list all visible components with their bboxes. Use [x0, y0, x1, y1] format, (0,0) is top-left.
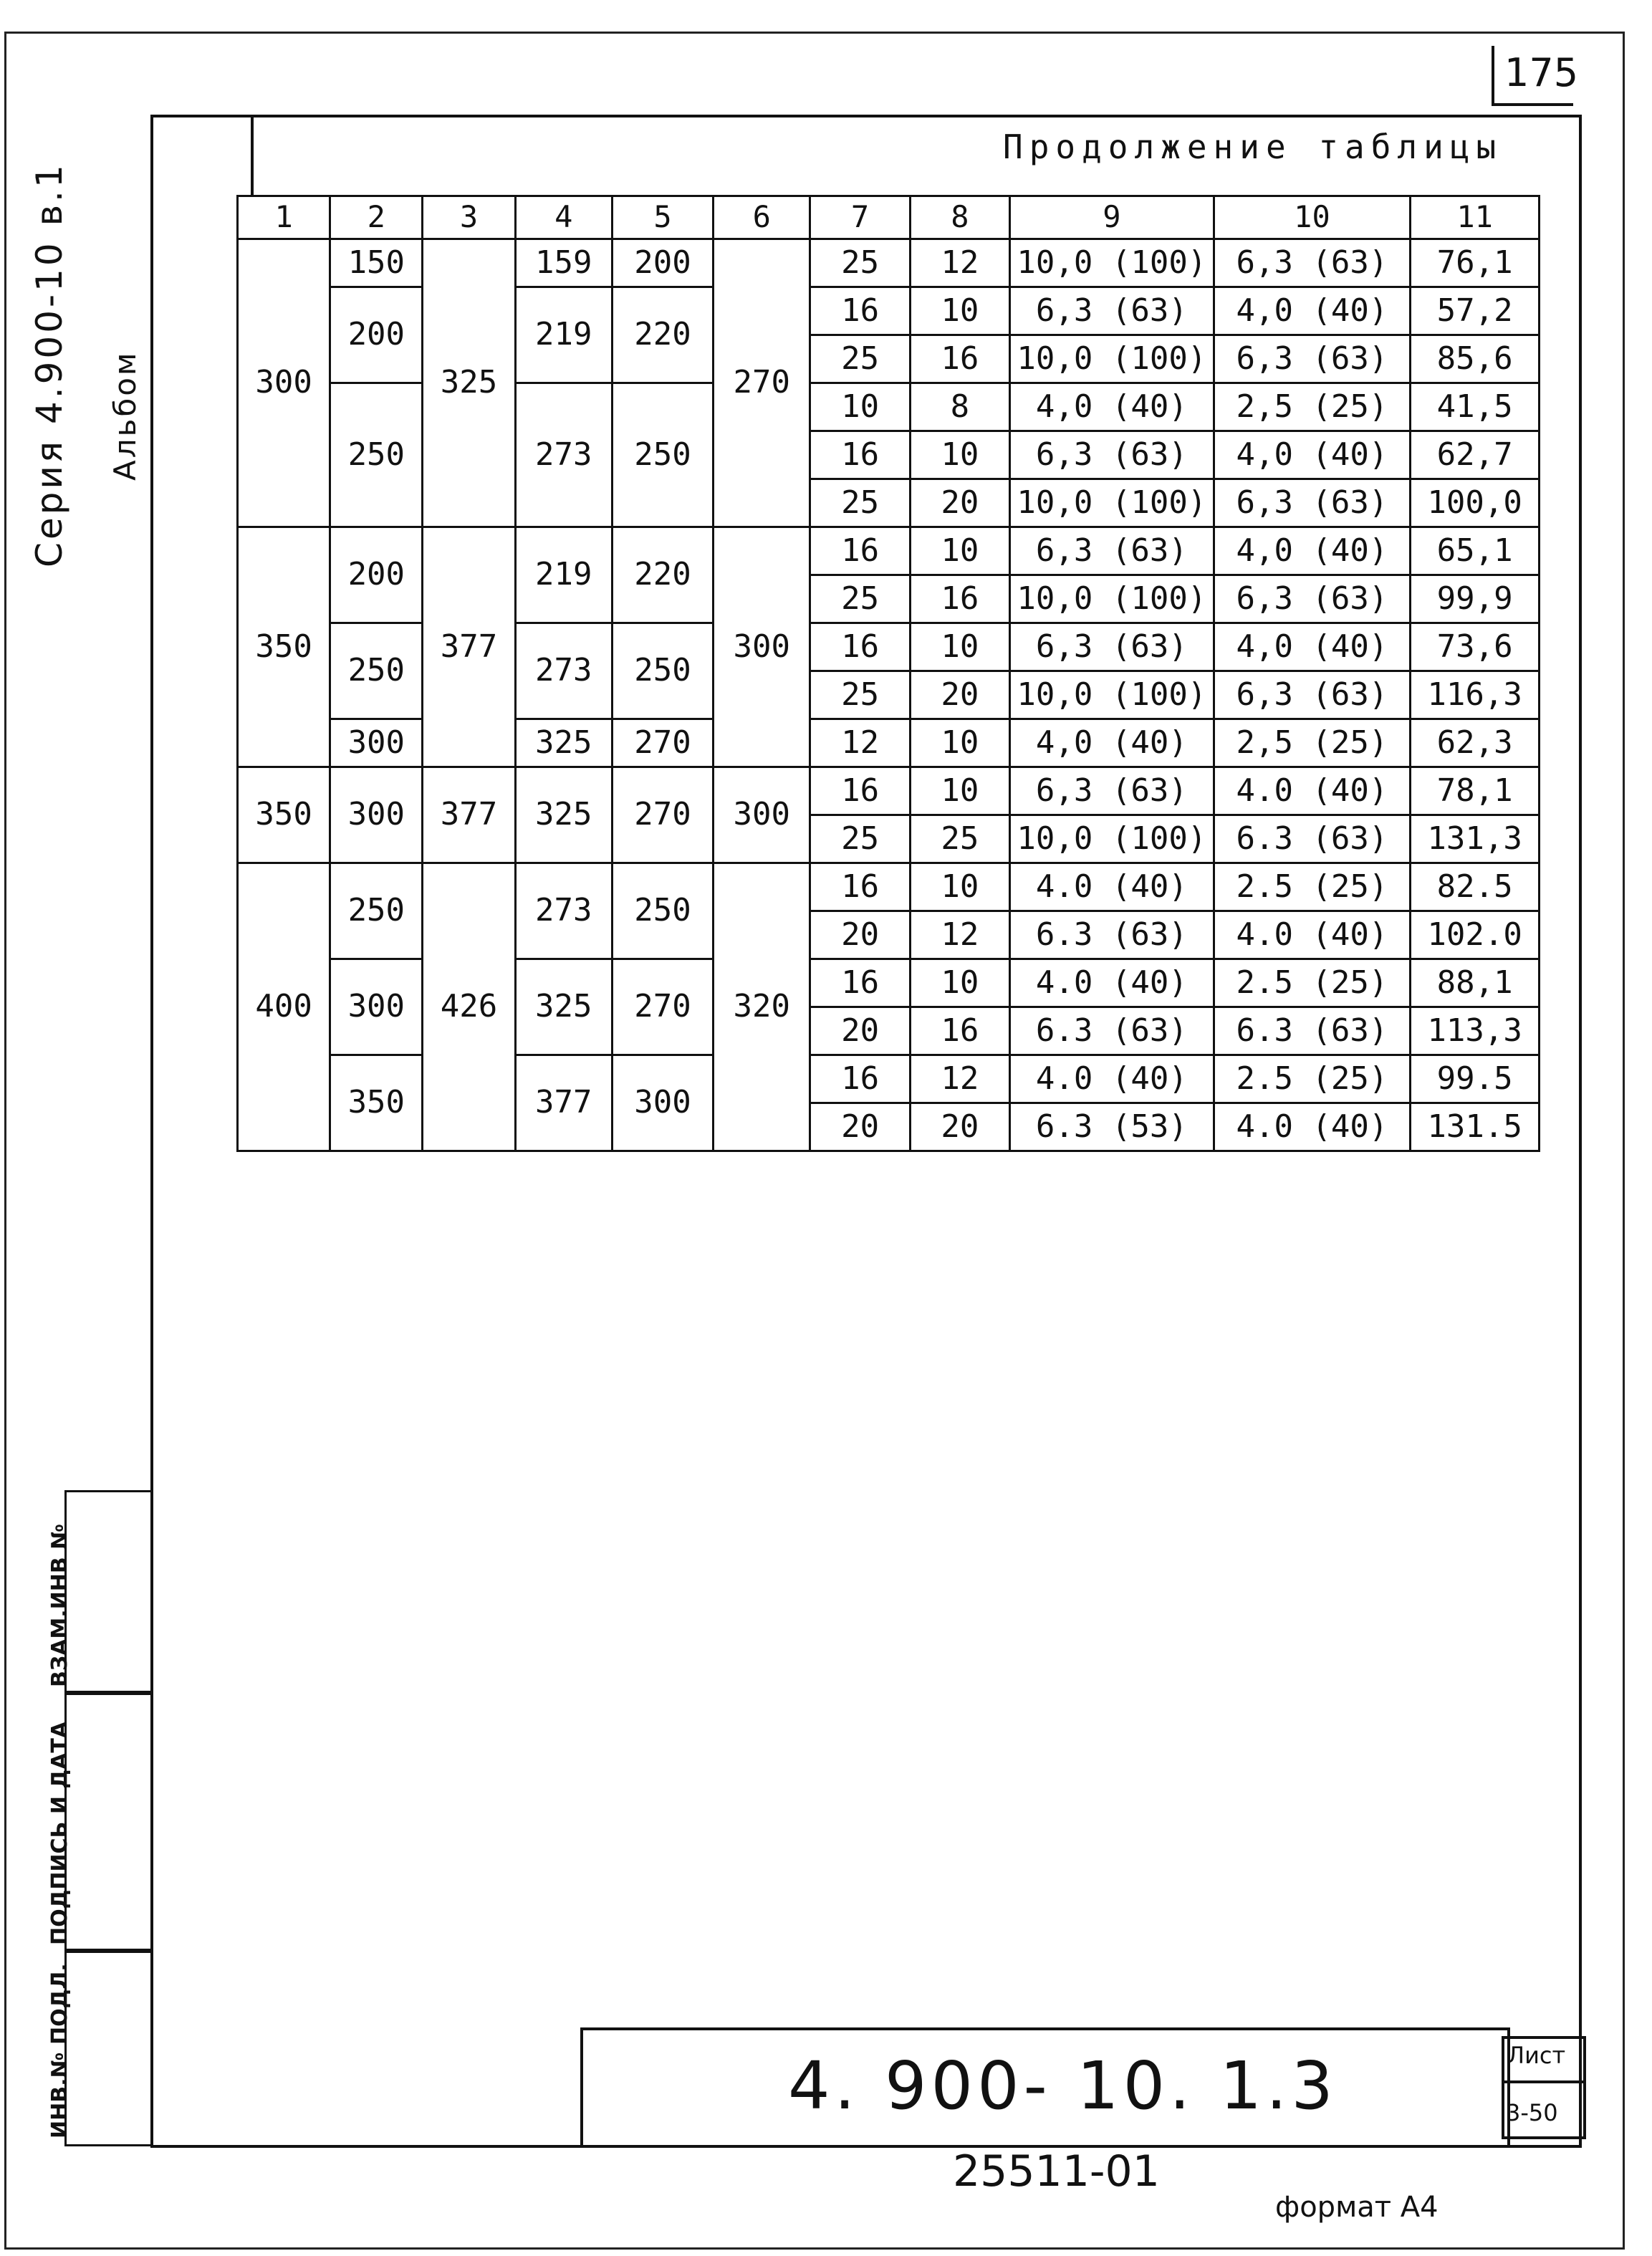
- table-cell: 62,7: [1411, 431, 1540, 479]
- table-cell: 400: [238, 863, 330, 1151]
- table-cell: 6,3 (63): [1010, 623, 1214, 671]
- table-cell: 377: [423, 767, 515, 863]
- table-cell: 16: [810, 431, 910, 479]
- table-cell: 10,0 (100): [1010, 815, 1214, 863]
- table-cell: 41,5: [1411, 383, 1540, 431]
- table-cell: 20: [810, 1007, 910, 1055]
- table-cell: 100,0: [1411, 479, 1540, 527]
- table-cell: 6,3 (63): [1214, 239, 1411, 287]
- table-cell: 73,6: [1411, 623, 1540, 671]
- table-cell: 99,9: [1411, 575, 1540, 623]
- table-cell: 25: [810, 815, 910, 863]
- table-cell: 131,3: [1411, 815, 1540, 863]
- sheet-label: Лист: [1507, 2042, 1566, 2069]
- album-text: Альбом: [107, 350, 143, 481]
- table-cell: 10,0 (100): [1010, 239, 1214, 287]
- header-cell: 5: [612, 196, 713, 239]
- table-caption: Продолжение таблицы: [1003, 128, 1503, 166]
- table-row: [238, 767, 1540, 815]
- table-cell: 25: [910, 815, 1009, 863]
- table-cell: 10: [910, 287, 1009, 335]
- table-row: [238, 527, 1540, 575]
- table-cell: 270: [612, 959, 713, 1055]
- table-cell: 219: [515, 287, 612, 383]
- table-cell: 4.0 (40): [1010, 1055, 1214, 1103]
- table-cell: 300: [714, 527, 810, 767]
- table-cell: 300: [714, 767, 810, 863]
- sheet-divider: [1504, 2080, 1583, 2083]
- table-cell: 20: [910, 1103, 1009, 1151]
- table-cell: 12: [810, 719, 910, 767]
- table-cell: 131.5: [1411, 1103, 1540, 1151]
- header-cell: 2: [330, 196, 423, 239]
- table-cell: 16: [810, 527, 910, 575]
- table-cell: 2.5 (25): [1214, 959, 1411, 1007]
- table-cell: 10,0 (100): [1010, 575, 1214, 623]
- header-cell: 10: [1214, 196, 1411, 239]
- table-cell: 10: [910, 623, 1009, 671]
- table-cell: 65,1: [1411, 527, 1540, 575]
- table-cell: 25: [810, 479, 910, 527]
- table-cell: 4.0 (40): [1214, 767, 1411, 815]
- table-cell: 25: [810, 239, 910, 287]
- table-cell: 6.3 (63): [1214, 1007, 1411, 1055]
- table-cell: 4,0 (40): [1010, 719, 1214, 767]
- table-cell: 4,0 (40): [1214, 287, 1411, 335]
- table-cell: 250: [330, 623, 423, 719]
- header-cell: 6: [714, 196, 810, 239]
- header-cell: 8: [910, 196, 1009, 239]
- table-cell: 76,1: [1411, 239, 1540, 287]
- table-cell: 16: [910, 335, 1009, 383]
- table-cell: 12: [910, 1055, 1009, 1103]
- archive-number: 25511-01: [953, 2146, 1160, 2197]
- table-cell: 250: [612, 383, 713, 527]
- table-cell: 4.0 (40): [1010, 959, 1214, 1007]
- table-cell: 350: [330, 1055, 423, 1151]
- table-cell: 6,3 (63): [1214, 671, 1411, 719]
- table-cell: 16: [810, 959, 910, 1007]
- table-cell: 16: [810, 1055, 910, 1103]
- table-cell: 4.0 (40): [1214, 1103, 1411, 1151]
- format-label: формат А4: [1275, 2191, 1439, 2224]
- table-cell: 102.0: [1411, 911, 1540, 959]
- table-cell: 10: [910, 719, 1009, 767]
- table-cell: 6,3 (63): [1010, 431, 1214, 479]
- table-cell: 10: [910, 863, 1009, 911]
- stamp-inv: ИНВ.№ ПОДЛ.: [47, 1963, 72, 2139]
- table-cell: 159: [515, 239, 612, 287]
- table-cell: 2,5 (25): [1214, 383, 1411, 431]
- table-cell: 116,3: [1411, 671, 1540, 719]
- table-cell: 6,3 (63): [1214, 575, 1411, 623]
- table-cell: 6,3 (63): [1010, 287, 1214, 335]
- table-cell: 220: [612, 527, 713, 623]
- table-cell: 300: [330, 959, 423, 1055]
- table-cell: 25: [810, 335, 910, 383]
- sheet-number: 3-50: [1506, 2099, 1558, 2126]
- header-row: [238, 196, 1540, 239]
- stamp-vzam-cell: [47, 1490, 153, 1695]
- series-text: Серия 4.900-10 в.1: [29, 162, 70, 567]
- table-cell: 16: [810, 767, 910, 815]
- table-cell: 350: [238, 767, 330, 863]
- table-cell: 2.5 (25): [1214, 1055, 1411, 1103]
- table-cell: 270: [714, 239, 810, 527]
- header-cell: 7: [810, 196, 910, 239]
- table-cell: 82.5: [1411, 863, 1540, 911]
- page-number: 175: [1504, 50, 1579, 95]
- data-table: [236, 195, 1540, 1152]
- header-cell: 9: [1010, 196, 1214, 239]
- table-cell: 16: [810, 863, 910, 911]
- table-cell: 6,3 (63): [1214, 479, 1411, 527]
- table-cell: 57,2: [1411, 287, 1540, 335]
- table-row: [238, 239, 1540, 287]
- caption-rule: [251, 115, 254, 195]
- table-cell: 250: [612, 863, 713, 959]
- stamp-inv-cell: [47, 1949, 153, 2146]
- table-cell: 377: [423, 527, 515, 767]
- table-cell: 16: [910, 575, 1009, 623]
- table-cell: 4.0 (40): [1010, 863, 1214, 911]
- table-cell: 250: [330, 863, 423, 959]
- table-cell: 300: [330, 767, 423, 863]
- table-cell: 4,0 (40): [1010, 383, 1214, 431]
- table-cell: 220: [612, 287, 713, 383]
- table-cell: 20: [910, 671, 1009, 719]
- table-cell: 300: [238, 239, 330, 527]
- table-cell: 8: [910, 383, 1009, 431]
- table-cell: 250: [330, 383, 423, 527]
- table-cell: 25: [810, 671, 910, 719]
- table-cell: 10: [910, 431, 1009, 479]
- table-cell: 10: [910, 959, 1009, 1007]
- table-cell: 113,3: [1411, 1007, 1540, 1055]
- table-cell: 12: [910, 911, 1009, 959]
- table-cell: 219: [515, 527, 612, 623]
- table-cell: 325: [515, 767, 612, 863]
- table-cell: 426: [423, 863, 515, 1151]
- table-cell: 250: [612, 623, 713, 719]
- table-cell: 20: [910, 479, 1009, 527]
- table-cell: 16: [910, 1007, 1009, 1055]
- header-cell: 4: [515, 196, 612, 239]
- table-cell: 6.3 (63): [1010, 911, 1214, 959]
- table-cell: 4.0 (40): [1214, 911, 1411, 959]
- table-cell: 16: [810, 623, 910, 671]
- table-cell: 2.5 (25): [1214, 863, 1411, 911]
- table-cell: 6,3 (63): [1010, 527, 1214, 575]
- table-cell: 85,6: [1411, 335, 1540, 383]
- table-cell: 4,0 (40): [1214, 623, 1411, 671]
- table-cell: 88,1: [1411, 959, 1540, 1007]
- header-cell: 11: [1411, 196, 1540, 239]
- header-cell: 3: [423, 196, 515, 239]
- table-cell: 4,0 (40): [1214, 527, 1411, 575]
- table-cell: 6.3 (53): [1010, 1103, 1214, 1151]
- table-cell: 6.3 (63): [1214, 815, 1411, 863]
- table-cell: 10,0 (100): [1010, 335, 1214, 383]
- table-cell: 20: [810, 1103, 910, 1151]
- table-cell: 300: [330, 719, 423, 767]
- table-cell: 270: [612, 719, 713, 767]
- table-cell: 78,1: [1411, 767, 1540, 815]
- table-row: [238, 863, 1540, 911]
- table-cell: 320: [714, 863, 810, 1151]
- table-cell: 350: [238, 527, 330, 767]
- table-cell: 200: [330, 527, 423, 623]
- table-cell: 377: [515, 1055, 612, 1151]
- table-cell: 273: [515, 863, 612, 959]
- table-cell: 10: [910, 527, 1009, 575]
- table-cell: 6,3 (63): [1214, 335, 1411, 383]
- table-cell: 62,3: [1411, 719, 1540, 767]
- table-cell: 12: [910, 239, 1009, 287]
- stamp-podpis: ПОДПИСЬ И ДАТА: [47, 1721, 72, 1945]
- table-cell: 10,0 (100): [1010, 671, 1214, 719]
- table-cell: 325: [423, 239, 515, 527]
- table-cell: 300: [612, 1055, 713, 1151]
- table-cell: 6,3 (63): [1010, 767, 1214, 815]
- document-code: 4. 900- 10. 1.3: [788, 2048, 1338, 2124]
- table-cell: 4,0 (40): [1214, 431, 1411, 479]
- table-cell: 2,5 (25): [1214, 719, 1411, 767]
- table-cell: 20: [810, 911, 910, 959]
- table-cell: 150: [330, 239, 423, 287]
- table-cell: 273: [515, 383, 612, 527]
- table-cell: 10,0 (100): [1010, 479, 1214, 527]
- table-cell: 270: [612, 767, 713, 863]
- header-cell: 1: [238, 196, 330, 239]
- table-body: [238, 196, 1540, 1151]
- table-cell: 6.3 (63): [1010, 1007, 1214, 1055]
- table-cell: 273: [515, 623, 612, 719]
- table-cell: 10: [810, 383, 910, 431]
- table-cell: 10: [910, 767, 1009, 815]
- table-cell: 25: [810, 575, 910, 623]
- table-cell: 325: [515, 719, 612, 767]
- table-cell: 200: [612, 239, 713, 287]
- table-cell: 325: [515, 959, 612, 1055]
- album-label: [107, 330, 150, 516]
- table-cell: 99.5: [1411, 1055, 1540, 1103]
- series-label: [29, 162, 93, 609]
- table-cell: 200: [330, 287, 423, 383]
- stamp-vzam: ВЗАМ.ИНВ №: [47, 1523, 72, 1687]
- stamp-podpis-cell: [47, 1691, 153, 1953]
- table-cell: 16: [810, 287, 910, 335]
